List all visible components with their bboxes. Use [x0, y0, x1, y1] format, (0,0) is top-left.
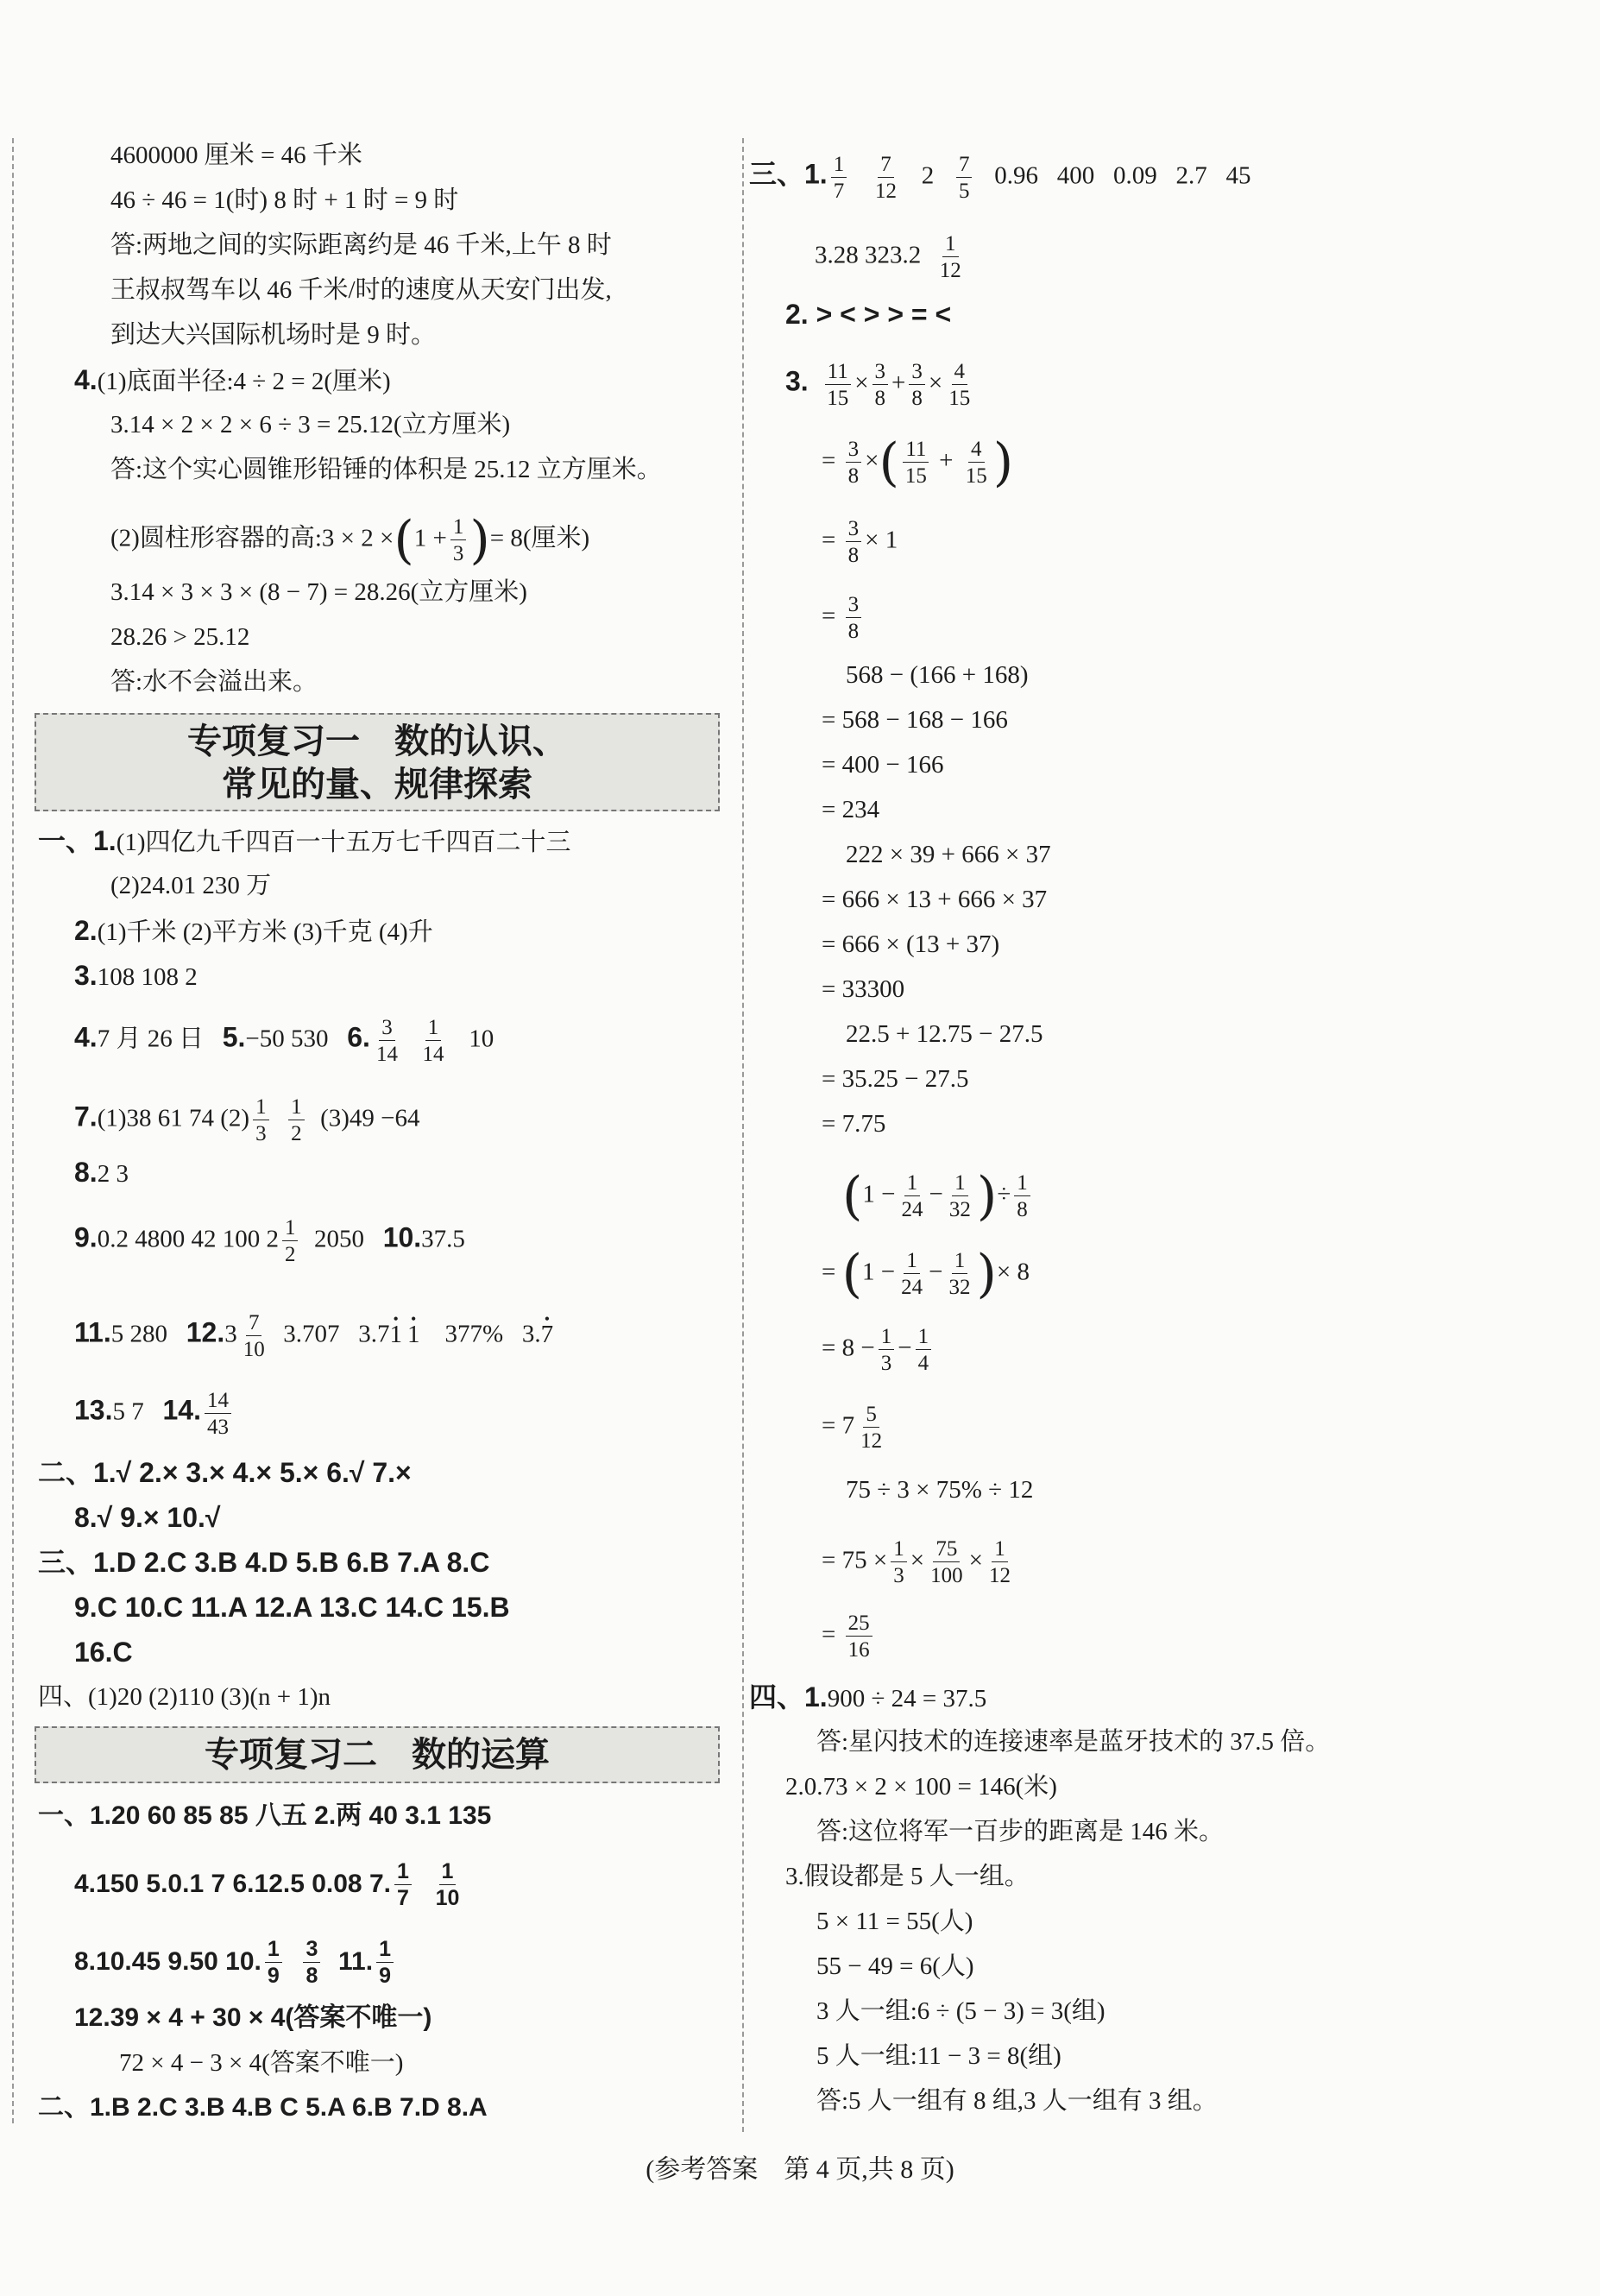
- calc-e1: 22.5 + 12.75 − 27.5: [846, 1020, 1043, 1048]
- q4-line-g: 答:水不会溢出来。: [110, 668, 318, 696]
- repeat-dot-2: • 1: [407, 1321, 420, 1348]
- calc-f3: = 8 − $\frac{1}{3}$ − $\frac{1}{4}$: [822, 1326, 935, 1374]
- s1-q4-6: 4.7 月 26 日 5.−50 530 6. $\frac{3}{14}$ $\frac{1}{14}$ 10: [74, 1016, 494, 1066]
- left-line-5: 到达大兴国际机场时是 9 时。: [110, 321, 437, 349]
- s3-answers-2: 9.C 10.C 11.A 12.A 13.C 14.C 15.B: [74, 1592, 510, 1623]
- t1-line-4: 12.39 × 4 + 30 × 4(答案不唯一): [74, 2003, 432, 2032]
- calc-d1: 222 × 39 + 666 × 37: [846, 841, 1051, 868]
- calc-g1: 75 ÷ 3 × 75% ÷ 12: [846, 1476, 1034, 1504]
- s2-answers-2: 8.√ 9.× 10.√: [74, 1502, 221, 1533]
- q4-line-f: 28.26 > 25.12: [110, 623, 250, 651]
- s1-q7: 7.(1)38 61 74 (2) $\frac{1}{3}$ $\frac{1}{2}$ (3)49 −64: [74, 1095, 420, 1145]
- r-q3-line2: = $\frac{3}{8}$ ×( $\frac{11}{15}$ + $\frac{4}{15}$ ): [822, 432, 1014, 493]
- q4-line-e: 3.14 × 3 × 3 × (8 − 7) = 28.26(立方厘米): [110, 578, 527, 606]
- left-line-2: 46 ÷ 46 = 1(时) 8 时 + 1 时 = 9 时: [110, 186, 459, 214]
- calc-c3: = 400 − 166: [822, 751, 944, 779]
- calc-f4: = 7 $\frac{5}{12}$: [822, 1403, 883, 1453]
- t1-line-5: 72 × 4 − 3 × 4(答案不唯一): [119, 2049, 404, 2077]
- section-title-1-line1: 专项复习一 数的认识、: [187, 722, 567, 760]
- r-q3-line4: = $\frac{3}{8}$: [822, 594, 865, 642]
- calc-d2: = 666 × 13 + 666 × 37: [822, 886, 1048, 913]
- s1-q2: 2.(1)千米 (2)平方米 (3)千克 (4)升: [74, 915, 433, 946]
- calc-e3: = 7.75: [822, 1110, 886, 1138]
- left-binding-line: [12, 138, 14, 2123]
- s1-q8: 8.2 3: [74, 1157, 129, 1188]
- calc-c1: 568 − (166 + 168): [846, 661, 1029, 689]
- t1-line-1: 一、1.20 60 85 85 八五 2.两 40 3.1 135: [38, 1801, 492, 1830]
- t1-line-3: 8.10.45 9.50 10. $\frac{1}{9}$ $\frac{3}{8}$ 11. $\frac{1}{9}$: [74, 1939, 397, 1987]
- r-q1-b: 3.28 323.2 $\frac{1}{12}$: [815, 232, 961, 282]
- t1-line-2: 4.150 5.0.1 7 6.12.5 0.08 7. $\frac{1}{7}$ $\frac{1}{10}$: [74, 1859, 460, 1910]
- section-title-1: [35, 713, 720, 811]
- calc-f2: = (1 − $\frac{1}{24}$ − $\frac{1}{32}$ )× 8: [822, 1244, 1030, 1304]
- r4-line2: 答:星闪技术的连接速率是蓝牙技术的 37.5 倍。: [816, 1728, 1331, 1756]
- calc-c2: = 568 − 168 − 166: [822, 706, 1008, 734]
- r5-line2: 答:这位将军一百步的距离是 146 米。: [816, 1818, 1225, 1845]
- s1-q3: 3.108 108 2: [74, 960, 198, 991]
- calc-e2: = 35.25 − 27.5: [822, 1065, 969, 1093]
- section-title-2: 专项复习二 数的运算: [35, 1726, 720, 1783]
- s1-q13-14: 13.5 7 14. $\frac{14}{43}$: [74, 1390, 235, 1438]
- column-divider: [742, 138, 744, 2132]
- q4-line-b: 3.14 × 2 × 2 × 6 ÷ 3 = 25.12(立方厘米): [110, 411, 511, 438]
- r-q2: 2. > < > > = <: [785, 299, 952, 330]
- page-footer: (参考答案 第 4 页,共 8 页): [646, 2155, 954, 2184]
- section-title-1-line2: 常见的量、规律探索: [222, 766, 532, 804]
- s1-q9-10: 9.0.2 4800 42 100 2 $\frac{1}{2}$ 2050 10.37.5: [74, 1216, 465, 1266]
- left-line-3: 答:两地之间的实际距离约是 46 千米,上午 8 时: [110, 231, 612, 259]
- calc-d3: = 666 × (13 + 37): [822, 930, 1000, 958]
- r-q3-line3: = $\frac{3}{8}$ × 1: [822, 517, 898, 567]
- r6-line5: 5 人一组:11 − 3 = 8(组): [816, 2042, 1061, 2070]
- q4: 4.(1)底面半径:4 ÷ 2 = 2(厘米): [74, 364, 391, 395]
- s2-answers-1: 二、1.√ 2.× 3.× 4.× 5.× 6.√ 7.×: [38, 1457, 412, 1488]
- calc-f1: (1 − $\frac{1}{24}$ − $\frac{1}{32}$ )÷ $\frac{1}{8}$: [842, 1170, 1034, 1222]
- s4-answers: 四、(1)20 (2)110 (3)(n + 1)n: [38, 1683, 331, 1711]
- s1-q1: 一、1.(1)四亿九千四百一十五万七千四百二十三: [38, 825, 571, 856]
- repeat-dot-1: • 1: [389, 1321, 402, 1348]
- left-line-4: 王叔叔驾车以 46 千米/时的速度从天安门出发,: [110, 276, 612, 304]
- r6-line6: 答:5 人一组有 8 组,3 人一组有 3 组。: [816, 2087, 1218, 2115]
- r-q3-line1: 3. $\frac{11}{15}$ × $\frac{3}{8}$ + $\frac{3}{8}$ × $\frac{4}{15}$: [785, 360, 971, 410]
- q4-line-d: (2)圆柱形容器的高:3 × 2 ×(1 + $\frac{1}{3}$ )= 8(厘米): [110, 510, 590, 571]
- r6-line4: 3 人一组:6 ÷ (5 − 3) = 3(组): [816, 1997, 1106, 2025]
- r6-line1: 3.假设都是 5 人一组。: [785, 1863, 1030, 1890]
- t2-answers: 二、1.B 2.C 3.B 4.B C 5.A 6.B 7.D 8.A: [38, 2093, 488, 2122]
- calc-g3: = $\frac{25}{16}$: [822, 1612, 876, 1661]
- calc-g2: = 75 × $\frac{1}{3}$ × $\frac{75}{100}$ × $\frac{1}{12}$: [822, 1537, 1011, 1587]
- r5-line1: 2.0.73 × 2 × 100 = 146(米): [785, 1773, 1057, 1801]
- q4-line-c: 答:这个实心圆锥形铅锤的体积是 25.12 立方厘米。: [110, 456, 662, 483]
- r6-line3: 55 − 49 = 6(人): [816, 1952, 974, 1980]
- r-q1: 三、1. $\frac{1}{7}$ $\frac{7}{12}$ 2 $\frac{7}{5}$ 0.96 400 0.09 2.7 45: [749, 153, 1251, 203]
- left-line-1: 4600000 厘米 = 46 千米: [110, 142, 362, 169]
- repeat-dot-3: • 7: [541, 1321, 554, 1348]
- s3-answers-1: 三、1.D 2.C 3.B 4.D 5.B 6.B 7.A 8.C: [38, 1547, 490, 1578]
- r4-line1: 四、1.900 ÷ 24 = 37.5: [749, 1681, 987, 1713]
- r6-line2: 5 × 11 = 55(人): [816, 1908, 973, 1935]
- calc-d4: = 33300: [822, 975, 905, 1003]
- s1-q11-12: 11.5 280 12.3 $\frac{7}{10}$ 3.707 3.7• 1• 1 377% 3.• 7: [74, 1312, 553, 1360]
- s1-q1-b: (2)24.01 230 万: [110, 872, 272, 899]
- s3-answers-3: 16.C: [74, 1637, 133, 1668]
- calc-c4: = 234: [822, 796, 880, 823]
